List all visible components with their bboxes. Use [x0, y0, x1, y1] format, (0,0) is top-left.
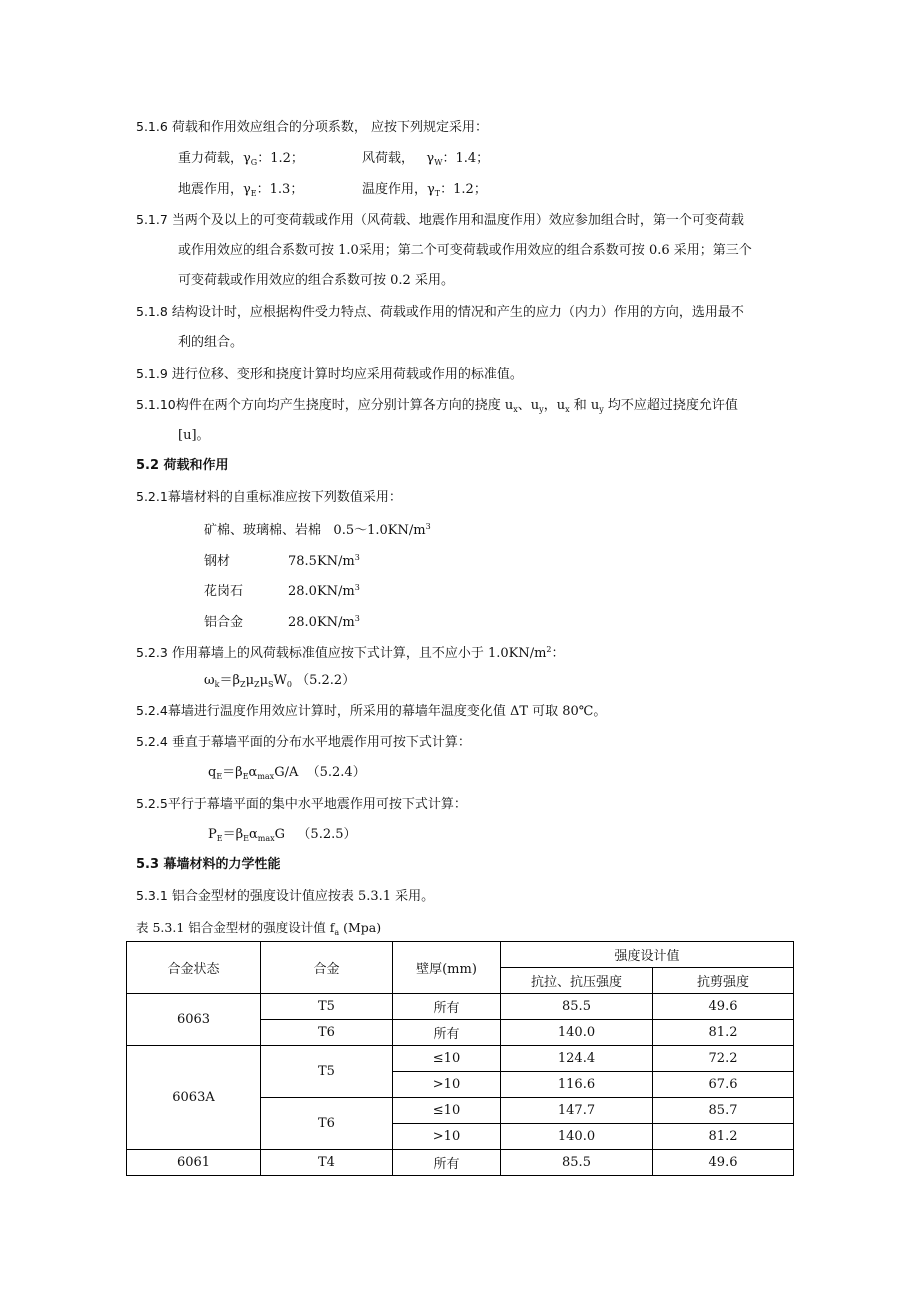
cell-tension: 85.5	[501, 1150, 653, 1176]
clause-5-1-8: 5.1.8 结构设计时，应根据构件受力特点、荷载或作用的情况和产生的应力（内力）作用的方向，选用最不	[136, 304, 744, 320]
cell-shear: 72.2	[653, 1046, 794, 1072]
table-row	[127, 994, 794, 1020]
cell-alloy: T5	[261, 994, 393, 1020]
clause-5-2-1: 5.2.1幕墙材料的自重标准应按下列数值采用：	[136, 489, 402, 505]
material-row: 花岗石 $28.0KN/m^3$	[204, 583, 360, 599]
clause-5-1-10-line2: [u]。	[178, 428, 210, 443]
header-alloy: 合金	[261, 942, 393, 994]
cell-thickness: ≤10	[393, 1098, 501, 1124]
cell-thickness: >10	[393, 1072, 501, 1098]
header-tension: 抗拉、抗压强度	[501, 968, 653, 994]
cell-alloy: T5	[261, 1046, 393, 1098]
clause-5-2-4-temperature: 5.2.4幕墙进行温度作用效应计算时，所采用的幕墙年温度变化值 ΔT 可取 80℃。	[136, 703, 607, 719]
clause-5-1-8-line2: 利的组合。	[178, 335, 244, 350]
cell-tension: 85.5	[501, 994, 653, 1020]
cell-state: 6061	[127, 1150, 261, 1176]
cell-alloy: T6	[261, 1020, 393, 1046]
factor-quake: 地震作用，$\gamma_E$：1.3；	[178, 182, 304, 198]
clause-5-1-6	[136, 119, 488, 136]
factor-gravity: 重力荷载，$\gamma_G$：1.2；	[178, 151, 304, 167]
clause-text: 荷载和作用效应组合的分项系数， 应按下列规定采用：	[171, 120, 488, 135]
cell-shear: 81.2	[653, 1020, 794, 1046]
section-heading-5-3: 5.3 幕墙材料的力学性能	[136, 857, 281, 872]
table-header-row	[127, 942, 794, 968]
material-row: 铝合金 $28.0KN/m^3$	[204, 614, 360, 630]
cell-shear: 85.7	[653, 1098, 794, 1124]
cell-shear: 81.2	[653, 1124, 794, 1150]
cell-tension: 147.7	[501, 1098, 653, 1124]
header-thickness: 壁厚(mm)	[393, 942, 501, 994]
header-strength: 强度设计值	[501, 942, 794, 968]
table-row	[127, 1046, 794, 1072]
clause-number: 5.1.6	[136, 119, 168, 134]
table-row	[127, 1150, 794, 1176]
strength-table	[126, 941, 794, 1176]
clause-5-1-10: 5.1.10构件在两个方向均产生挠度时，应分别计算各方向的挠度 $u_x$、$u_y$，$u_x$ 和 $u_y$ 均不应超过挠度允许值	[136, 397, 738, 414]
clause-5-2-5: 5.2.5平行于幕墙平面的集中水平地震作用可按下式计算：	[136, 796, 467, 812]
formula-5-2-5: $P_E=\beta_E\alpha_{max}G$ （5.2.5）	[208, 827, 357, 843]
cell-thickness: 所有	[393, 1150, 501, 1176]
clause-5-3-1: 5.3.1 铝合金型材的强度设计值应按表 5.3.1 采用。	[136, 888, 435, 904]
clause-5-1-7: 5.1.7 当两个及以上的可变荷载或作用（风荷载、地震作用和温度作用）效应参加组合时，第一个可变荷载	[136, 212, 744, 228]
clause-5-1-7-line2: 或作用效应的组合系数可按 1.0采用；第二个可变荷载或作用效应的组合系数可按 0.6 采用；第三个	[178, 243, 752, 258]
cell-shear: 67.6	[653, 1072, 794, 1098]
cell-shear: 49.6	[653, 1150, 794, 1176]
cell-tension: 140.0	[501, 1020, 653, 1046]
cell-alloy: T6	[261, 1098, 393, 1150]
cell-alloy: T4	[261, 1150, 393, 1176]
cell-shear: 49.6	[653, 994, 794, 1020]
section-heading-5-2: 5.2 荷载和作用	[136, 458, 229, 473]
cell-thickness: 所有	[393, 994, 501, 1020]
cell-state: 6063	[127, 994, 261, 1046]
cell-tension: 124.4	[501, 1046, 653, 1072]
factor-wind: 风荷载， $\gamma_W$：1.4；	[362, 151, 490, 167]
table-caption: 表 5.3.1 铝合金型材的强度设计值 $f_a$ (Mpa)	[136, 920, 382, 937]
material-row: 矿棉、玻璃棉、岩棉 $0.5\sim 1.0KN/m^3$	[204, 522, 431, 538]
cell-tension: 140.0	[501, 1124, 653, 1150]
clause-5-1-7-line3: 可变荷载或作用效应的组合系数可按 0.2 采用。	[178, 273, 454, 288]
factor-temperature: 温度作用，$\gamma_T$：1.2；	[362, 182, 487, 198]
clause-5-1-9: 5.1.9 进行位移、变形和挠度计算时均应采用荷载或作用的标准值。	[136, 366, 523, 382]
header-shear: 抗剪强度	[653, 968, 794, 994]
cell-thickness: 所有	[393, 1020, 501, 1046]
formula-5-2-2: $\omega_k=\beta_Z\mu_Z\mu_SW_0$ （5.2.2）	[204, 673, 356, 689]
material-row: 钢材 $78.5KN/m^3$	[204, 553, 360, 569]
cell-state: 6063A	[127, 1046, 261, 1150]
clause-5-2-4-seismic: 5.2.4 垂直于幕墙平面的分布水平地震作用可按下式计算：	[136, 734, 471, 750]
cell-tension: 116.6	[501, 1072, 653, 1098]
clause-5-2-3: 5.2.3 作用幕墙上的风荷载标准值应按下式计算，且不应小于 $1.0KN/m^2$：	[136, 645, 565, 661]
cell-thickness: >10	[393, 1124, 501, 1150]
cell-thickness: ≤10	[393, 1046, 501, 1072]
formula-5-2-4: $q_E=\beta_E\alpha_{max}G/A$ （5.2.4）	[208, 765, 366, 781]
header-alloy-state: 合金状态	[127, 942, 261, 994]
